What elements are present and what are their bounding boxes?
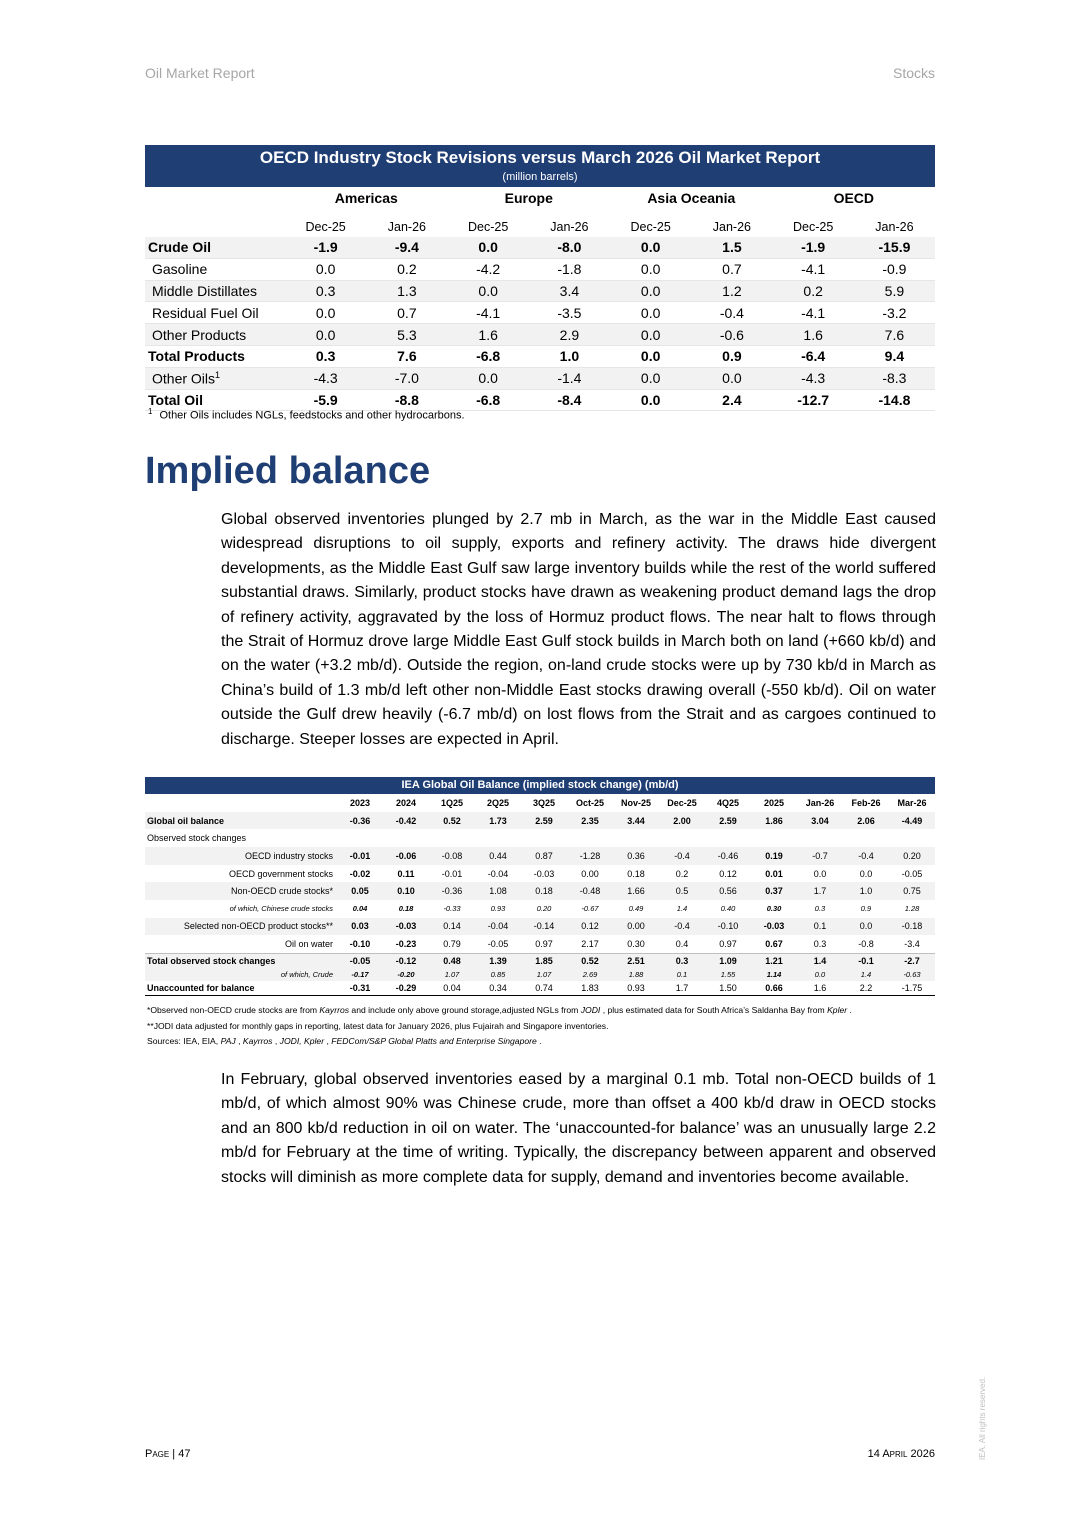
table1-cell: 0.0 (448, 367, 529, 389)
table2-cell: 1.6 (797, 981, 843, 996)
table1-cell: -15.9 (854, 237, 935, 258)
table2-cell: 0.18 (627, 868, 645, 879)
table1-cell: -1.4 (529, 367, 610, 389)
table2-empty (337, 829, 935, 847)
table1-cell: -9.4 (366, 237, 447, 258)
rights-notice: IEA. All rights reserved. (978, 1376, 987, 1460)
table2-cell: -1.28 (567, 847, 613, 865)
table2-cell: -0.10 (349, 939, 371, 950)
table2-cell: 0.48 (429, 954, 475, 969)
table1-cell: 1.6 (448, 324, 529, 346)
table2-cell: 2.69 (567, 968, 613, 981)
table2-cell: -0.18 (889, 918, 935, 936)
table2-cell: -1.75 (889, 981, 935, 996)
table1-cell: -8.3 (854, 367, 935, 389)
table1-cell: -6.8 (448, 389, 529, 411)
table1-cell: -1.9 (285, 237, 366, 258)
table2-cell: 1.73 (475, 812, 521, 830)
table1-row (145, 367, 935, 389)
table2-cell: 1.14 (751, 968, 797, 981)
table2-cell: 0.44 (475, 847, 521, 865)
table2-cell: -0.10 (705, 918, 751, 936)
table2-cell: 0.56 (705, 882, 751, 900)
table1-row-label (145, 237, 285, 258)
table2-cell: 0.74 (521, 981, 567, 996)
table2-cell: -0.03 (751, 918, 797, 936)
table2-row (145, 935, 935, 953)
table2-cell: 0.67 (765, 939, 783, 950)
table2-column-header: 2Q25 (486, 797, 510, 808)
table2-row (145, 865, 935, 883)
section-title: Implied balance (145, 450, 431, 492)
table1-cell: 0.0 (610, 367, 691, 389)
table2-cell: 0.40 (720, 904, 736, 914)
table1-cell: -3.2 (854, 302, 935, 324)
table2-cell: 3.04 (797, 812, 843, 830)
table2-row (145, 812, 935, 830)
table1-title: OECD Industry Stock Revisions versus March 2026 Oil Market Report (259, 148, 821, 167)
table2-row-label: OECD industry stocks (145, 847, 337, 865)
table2-column-header: Nov-25 (620, 797, 651, 808)
table2-row-label: Total observed stock changes (145, 954, 337, 969)
table2-row-label: Unaccounted for balance (145, 981, 337, 996)
table1-cell: 0.0 (610, 389, 691, 411)
table1-cell: 1.6 (773, 324, 854, 346)
table2-row-label: Oil on water (284, 939, 333, 950)
table1-cell: -4.1 (773, 258, 854, 280)
table1-cell: -6.4 (773, 345, 854, 367)
table2-cell: 3.44 (613, 812, 659, 830)
table1-footnote-ref: 1 (215, 369, 221, 380)
table1-cell: 1.3 (366, 280, 447, 302)
table2-cell: 0.34 (475, 981, 521, 996)
table2-cell: 0.30 (766, 904, 782, 914)
table2-cell: -0.03 (533, 868, 555, 879)
table2-column-header: Dec-25 (667, 797, 697, 808)
table1-cell: 0.0 (285, 258, 366, 280)
table2-cell: -0.02 (349, 868, 371, 879)
table1-cell: 0.9 (691, 345, 772, 367)
table1-row (145, 280, 935, 302)
table1-column-header: Jan-26 (875, 220, 914, 234)
table2-cell: 0.37 (751, 882, 797, 900)
table2-cell: 0.1 (797, 918, 843, 936)
table1-cell: 0.0 (448, 280, 529, 302)
table2-cell: 0.1 (659, 968, 705, 981)
table2-cell: -0.33 (443, 904, 461, 914)
table2-cell: 0.0 (843, 918, 889, 936)
table2-cell: -0.31 (337, 981, 383, 996)
table1-cell: -8.0 (529, 237, 610, 258)
table1-row (145, 258, 935, 280)
table2-cell: 0.20 (889, 847, 935, 865)
table2-cell: 1.85 (521, 954, 567, 969)
table2-cell: 1.50 (705, 981, 751, 996)
table1-row-label-text: Gasoline (152, 261, 208, 278)
table1-cell: 0.0 (285, 302, 366, 324)
table2-cell: -0.36 (429, 882, 475, 900)
table2-cell: 0.87 (521, 847, 567, 865)
table2-cell: 1.4 (797, 954, 843, 969)
table2-cell: 2.17 (581, 939, 599, 950)
table1-row-label-text: Other Products (152, 326, 247, 343)
table2-row-label: Global oil balance (145, 812, 337, 830)
table2-cell: 0.04 (352, 904, 368, 914)
table2-cell: 0.00 (581, 868, 599, 879)
table2-cell: 0.52 (567, 954, 613, 969)
table1-row (145, 237, 935, 258)
table1-cell: -0.4 (691, 302, 772, 324)
table1-cell: 0.0 (610, 302, 691, 324)
table2-cell: 2.51 (613, 954, 659, 969)
table2-column-row (145, 794, 935, 812)
table2-cell: -0.4 (843, 847, 889, 865)
table2-column-header: Mar-26 (897, 797, 927, 808)
table2-column-header: 2025 (763, 797, 785, 808)
page-number: Page | 47 (145, 1448, 191, 1460)
table1-cell: 0.2 (773, 280, 854, 302)
table2-cell: -0.05 (487, 939, 509, 950)
table2-cell: 1.4 (676, 904, 688, 914)
table2-cell: -0.01 (441, 868, 463, 879)
table2-cell: 0.05 (337, 882, 383, 900)
table1-row-label-text: Crude Oil (148, 239, 212, 256)
table2-cell: 0.03 (337, 918, 383, 936)
table2-cell: 1.21 (751, 954, 797, 969)
paragraph-february: In February, global observed inventories eased by a marginal 0.1 mb. Total non-OECD builds of 1 mb/d, of which almost 90% was Chinese crude, more than offset a 400 kb/d draw in OECD stocks and an 800 kb/d reduction in oil on water. The ‘unaccounted-for balance’ was an unusually large 2.2 mb/d for February at the time of writing. Typically, the discrepancy between apparent and observed stocks will diminish as more complete data for supply, demand and inventories become available. (221, 1071, 936, 1186)
table2-cell: 2.00 (659, 812, 705, 830)
table1-cell: -4.3 (285, 367, 366, 389)
table2-cell: 0.5 (659, 882, 705, 900)
table2-row (145, 900, 935, 918)
table1-cell: 0.3 (285, 345, 366, 367)
table2-cell: 0.9 (860, 904, 872, 914)
table2-row (145, 882, 935, 900)
table1-cell: -14.8 (854, 389, 935, 411)
table2-cell: -0.05 (337, 954, 383, 969)
table2-row (145, 918, 935, 936)
table1-row-label (145, 302, 285, 324)
table2-cell: 0.19 (751, 847, 797, 865)
table1-row-label (145, 258, 285, 280)
table2-cell: -0.17 (337, 968, 383, 981)
table2-cell: 1.08 (475, 882, 521, 900)
table2-cell: -0.36 (337, 812, 383, 830)
table2-corner (145, 794, 337, 812)
table2-cell: 1.0 (843, 882, 889, 900)
table2-column-header: 2024 (395, 797, 417, 808)
table2-cell: -3.4 (904, 939, 920, 950)
table2-column-header: Jan-26 (805, 797, 835, 808)
table2-cell: -0.20 (383, 968, 429, 981)
table1-cell: 0.0 (610, 237, 691, 258)
table1-cell: 0.2 (366, 258, 447, 280)
table1-cell: 7.6 (854, 324, 935, 346)
table1-region-header: Americas (334, 190, 398, 206)
table1-region-header: Europe (504, 190, 553, 206)
table2-cell: 0.93 (490, 904, 506, 914)
table1-cell: 0.0 (610, 345, 691, 367)
table1-cell: 7.6 (366, 345, 447, 367)
table2-cell: -0.14 (521, 918, 567, 936)
table2-cell: 0.12 (719, 868, 737, 879)
table2-cell: -0.03 (383, 918, 429, 936)
global-oil-balance-table (145, 777, 935, 996)
note-nonoecd-crude: *Observed non-OECD crude stocks are from Kayrros and include only above ground storage,adjusted NGLs from JODI , plus estimated data for South Africa’s Saldanha Bay from Kpler . (147, 1005, 852, 1015)
table2-cell: -2.7 (889, 954, 935, 969)
table2-row (145, 829, 935, 847)
table2-cell: 0.12 (567, 918, 613, 936)
table2-cell: 0.0 (813, 868, 827, 879)
table1-cell: 0.0 (610, 324, 691, 346)
table1-cell: -12.7 (773, 389, 854, 411)
table2-row (145, 847, 935, 865)
table1-spacer (145, 209, 935, 217)
table1-cell: 0.0 (691, 367, 772, 389)
table1-row-label (145, 367, 285, 389)
table1-cell: -1.8 (529, 258, 610, 280)
table2-row (145, 981, 935, 996)
table1-column-header: Dec-25 (305, 220, 346, 234)
table2-cell: 1.7 (659, 981, 705, 996)
table2-cell: -0.06 (383, 847, 429, 865)
table2-column-header: 1Q25 (440, 797, 464, 808)
table1-footnote: $^1$ Other Oils includes NGLs, feedstocks and other hydrocarbons. (148, 407, 465, 422)
table2-cell: 0.10 (383, 882, 429, 900)
table2-cell: -0.1 (843, 954, 889, 969)
table2-cell: -0.46 (705, 847, 751, 865)
table1-cell: 0.0 (285, 324, 366, 346)
table1-cell: 0.7 (691, 258, 772, 280)
table2-row-label: Non-OECD crude stocks* (145, 882, 337, 900)
table1-column-header: Jan-26 (387, 220, 426, 234)
table1-cell: -0.6 (691, 324, 772, 346)
table2-cell: 2.2 (843, 981, 889, 996)
table2-row-label: OECD government stocks (228, 868, 333, 879)
table1-row (145, 324, 935, 346)
table2-cell: 1.28 (904, 904, 920, 914)
table2-cell: -0.4 (659, 918, 705, 936)
table1-row-label-text: Middle Distillates (152, 282, 258, 299)
table1-corner (145, 217, 285, 237)
table2-cell: 0.18 (521, 882, 567, 900)
table2-cell: 0.52 (429, 812, 475, 830)
table1-cell: -4.3 (773, 367, 854, 389)
table1-cell: -4.2 (448, 258, 529, 280)
table1-column-header: Jan-26 (712, 220, 752, 234)
table1-row-label-text: Other Oils (152, 370, 216, 387)
table2-cell: 1.07 (521, 968, 567, 981)
table2-cell: 0.14 (429, 918, 475, 936)
table2-row-label: Selected non-OECD product stocks** (145, 918, 337, 936)
table2-title: IEA Global Oil Balance (implied stock change) (mb/d) (145, 777, 935, 794)
table1-subtitle: (million barrels) (502, 171, 578, 183)
table2-cell: 0.01 (765, 868, 783, 879)
table1-region-header: Asia Oceania (647, 190, 736, 206)
table2-cell: 0.0 (859, 868, 873, 879)
table2-cell: 0.04 (429, 981, 475, 996)
table1-cell: 2.9 (529, 324, 610, 346)
table1-cell: -6.8 (448, 345, 529, 367)
table2-cell: -0.4 (659, 847, 705, 865)
table1-cell: 2.4 (691, 389, 772, 411)
table2-cell: 0.75 (889, 882, 935, 900)
note-sources: Sources: IEA, EIA, PAJ , Kayrros , JODI, Kpler , FEDCom/S&P Global Platts and Enterprise Singapore . (147, 1036, 542, 1046)
table2-cell: -0.05 (901, 868, 923, 879)
table2-cell: 2.06 (843, 812, 889, 830)
table1-cell: 0.0 (610, 280, 691, 302)
table1-spacer-cell (145, 209, 935, 217)
table2-row (145, 954, 935, 969)
table2-cell: -0.29 (383, 981, 429, 996)
table1-title-bar (145, 145, 935, 187)
table2-cell: 0.97 (719, 939, 737, 950)
table1-row (145, 345, 935, 367)
table2-cell: 0.00 (613, 918, 659, 936)
table1-column-header: Jan-26 (550, 220, 589, 234)
table2-cell: -0.67 (581, 904, 599, 914)
table2-cell: 0.20 (536, 904, 552, 914)
table2-cell: 0.3 (659, 954, 705, 969)
table1-cell: 1.2 (691, 280, 772, 302)
table1-cell: -8.4 (529, 389, 610, 411)
table2-notes (147, 1003, 852, 1050)
table2-cell: 0.36 (613, 847, 659, 865)
table2-cell: -0.42 (383, 812, 429, 830)
table1-cell: 0.7 (366, 302, 447, 324)
table2-cell: 0.49 (628, 904, 644, 914)
table2-cell: -0.04 (475, 918, 521, 936)
table2-column-header: 2023 (349, 797, 371, 808)
table1-cell: 3.4 (529, 280, 610, 302)
table2-cell: -0.01 (337, 847, 383, 865)
table1-cell: 5.9 (854, 280, 935, 302)
table2-cell: 1.83 (567, 981, 613, 996)
table1-row-label (145, 345, 285, 367)
table1-column-header: Dec-25 (793, 220, 834, 234)
table1-cell: -1.9 (773, 237, 854, 258)
table2-cell: -0.63 (889, 968, 935, 981)
table1-row-label (145, 324, 285, 346)
table2-cell: 0.79 (443, 939, 461, 950)
table2-cell: -0.8 (858, 939, 874, 950)
table2-cell: 0.11 (397, 868, 415, 879)
table2-cell: -0.23 (395, 939, 417, 950)
table2-cell: 1.86 (751, 812, 797, 830)
table2-cell: -0.04 (487, 868, 509, 879)
table2-cell: 0.93 (613, 981, 659, 996)
table2-cell: 0.85 (475, 968, 521, 981)
table2-cell: 1.39 (475, 954, 521, 969)
table1-column-header: Dec-25 (630, 220, 671, 234)
table1-column-row (145, 217, 935, 237)
note-jodi: **JODI data adjusted for monthly gaps in reporting, latest data for January 2026, plus Fujairah and Singapore inventories. (147, 1020, 609, 1031)
table1-row (145, 302, 935, 324)
table2-row-label: of which, Chinese crude stocks (229, 904, 333, 914)
table1-corner (145, 187, 285, 209)
table2-cell: 1.7 (797, 882, 843, 900)
table2-cell: 0.4 (675, 939, 689, 950)
table2-cell: 2.35 (567, 812, 613, 830)
table2-column-header: 4Q25 (716, 797, 740, 808)
table1-cell: 5.3 (366, 324, 447, 346)
table2-cell: 0.97 (535, 939, 553, 950)
table1-cell: -8.8 (366, 389, 447, 411)
table2-cell: 1.09 (705, 954, 751, 969)
table2-column-header: Oct-25 (575, 797, 604, 808)
table2-cell: 1.66 (613, 882, 659, 900)
table1-region-header: OECD (833, 190, 875, 206)
table2-column-header: 3Q25 (532, 797, 556, 808)
table2-cell: 0.3 (814, 904, 826, 914)
table2-row-label: of which, Crude (145, 968, 337, 981)
table2-row (145, 968, 935, 981)
table2-cell: 1.55 (705, 968, 751, 981)
table2-cell: 1.07 (429, 968, 475, 981)
table1-cell: 1.5 (691, 237, 772, 258)
table1-cell: 0.0 (610, 258, 691, 280)
table1-cell: -5.9 (285, 389, 366, 411)
table2-cell: -0.08 (429, 847, 475, 865)
table2-cell: 2.59 (521, 812, 567, 830)
paragraph-march: Global observed inventories plunged by 2.7 mb in March, as the war in the Middle East caused widespread disruptions to oil supply, exports and refinery activity. The draws hide divergent developments, as the Middle East Gulf saw large inventory builds while the rest of the world suffered substantial draws. Similarly, product stocks have drawn as weakening product demand lags the drop of refinery activity, aggravated by the loss of Hormuz product flows. The near halt to flows through the Strait of Hormuz drove large Middle East Gulf stock builds in March both on land (+660 kb/d) and on the water (+3.2 mb/d). Outside the region, on-land crude stocks were up by 730 kb/d in March as China’s build of 1.3 mb/d left other non-Middle East stocks drawing overall (-550 kb/d). Oil on water outside the Gulf drew heavily (-6.7 mb/d) on lost flows from the Strait and as cargoes continued to discharge. Steeper losses are expected in April. (221, 511, 936, 748)
table1-cell: -3.5 (529, 302, 610, 324)
table2-cell: -4.49 (889, 812, 935, 830)
table1-cell: -4.1 (448, 302, 529, 324)
table1-cell: 9.4 (854, 345, 935, 367)
table2-cell: 1.4 (843, 968, 889, 981)
oecd-stock-revisions-table (145, 145, 935, 411)
table1-row-label-text: Total Oil (148, 391, 203, 408)
table2-cell: -0.48 (567, 882, 613, 900)
table1-region-row (145, 187, 935, 209)
table2-cell: 0.30 (627, 939, 645, 950)
header-section-title: Stocks (892, 65, 935, 81)
table1-cell: 1.0 (529, 345, 610, 367)
table2-cell: 0.0 (797, 968, 843, 981)
table2-cell: 2.59 (705, 812, 751, 830)
table2-cell: 0.18 (398, 904, 414, 914)
table2-cell: -0.7 (797, 847, 843, 865)
table1-cell: 0.3 (285, 280, 366, 302)
table1-cell: -7.0 (366, 367, 447, 389)
table1-row-label-text: Residual Fuel Oil (152, 304, 259, 321)
table2-row-label: Observed stock changes (147, 833, 247, 844)
header-report-title: Oil Market Report (145, 65, 255, 81)
table1-cell: -0.9 (854, 258, 935, 280)
table1-row-label-text: Total Products (148, 348, 245, 365)
table2-cell: 0.3 (813, 939, 827, 950)
table2-cell: 1.88 (613, 968, 659, 981)
table1-cell: 0.0 (448, 237, 529, 258)
table2-cell: -0.12 (383, 954, 429, 969)
table1-cell: -4.1 (773, 302, 854, 324)
report-date: 14 April 2026 (867, 1448, 935, 1460)
table1-row-label (145, 280, 285, 302)
table2-cell: 0.66 (751, 981, 797, 996)
table2-cell: 0.2 (675, 868, 689, 879)
table1-column-header: Dec-25 (467, 220, 509, 234)
table2-column-header: Feb-26 (851, 797, 881, 808)
